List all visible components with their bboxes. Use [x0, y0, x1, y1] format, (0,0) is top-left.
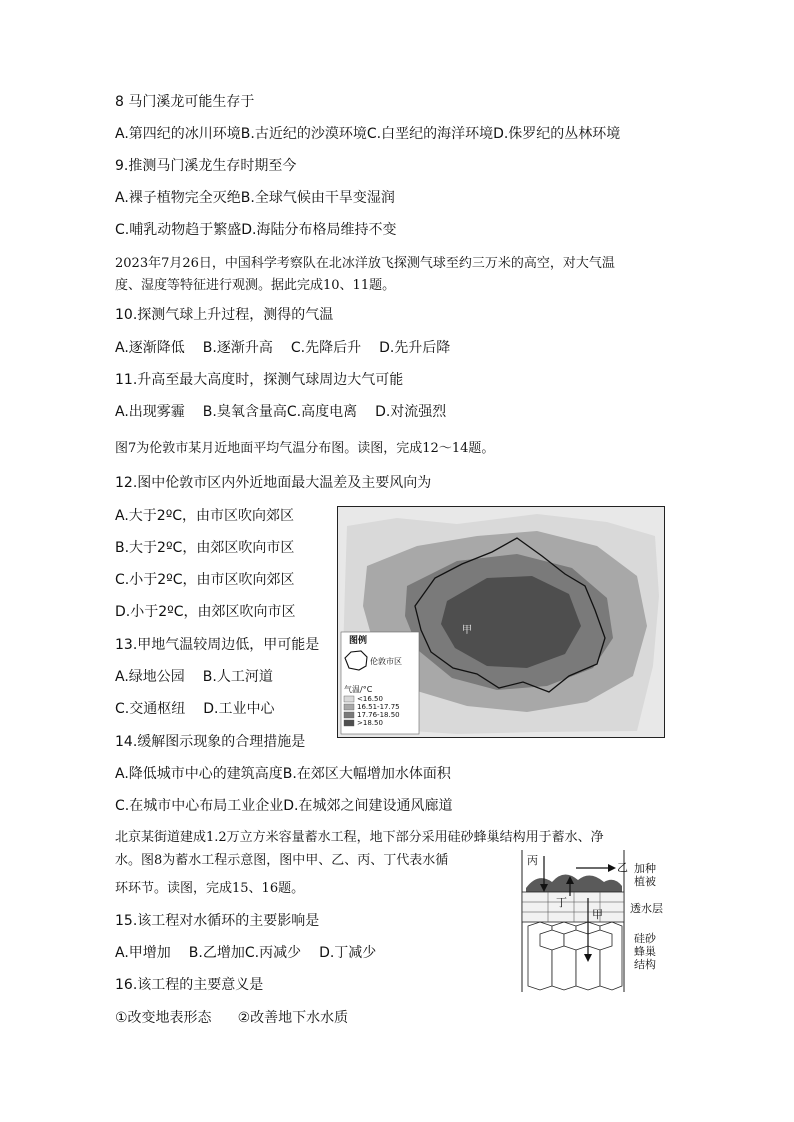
- q8-option-a: A.第四纪的冰川环境: [115, 126, 241, 142]
- q8-stem: 8 马门溪龙可能生存于: [115, 94, 255, 110]
- q11-option-a: A.出现雾霾: [115, 404, 185, 420]
- q15-option-d: D.丁减少: [319, 945, 377, 961]
- q14-option-c: C.在城市中心布局工业企业: [115, 798, 284, 814]
- honeycomb-structure: [528, 922, 622, 990]
- map-legend-class-1: <16.50: [357, 695, 383, 703]
- q10-option-d: D.先升后降: [379, 340, 451, 356]
- london-temperature-map: [337, 506, 665, 738]
- q13-options-row2: [115, 699, 292, 719]
- q15-options: [115, 943, 394, 963]
- q14-option-b: B.在郊区大幅增加水体面积: [282, 766, 451, 782]
- q10-option-b: B.逐渐升高: [202, 340, 273, 356]
- passage-1-line-1: 2023年7月26日，中国科学考察队在北冰洋放飞探测气球至约三万米的高空，对大气温: [115, 256, 615, 271]
- label-jia: 甲: [592, 908, 603, 921]
- q8-option-b: B.古近纪的沙漠环境: [240, 126, 367, 142]
- q10-stem: 10.探测气球上升过程，测得的气温: [115, 307, 334, 323]
- map-marker-jia: 甲: [462, 625, 472, 636]
- q15-option-c: C.丙减少: [244, 945, 302, 961]
- q8-option-d: D.侏罗纪的丛林环境: [493, 126, 621, 142]
- label-permeable-layer: 透水层: [630, 902, 663, 915]
- map-legend-district-label: 伦敦市区: [370, 657, 402, 666]
- q14-options-row1: [115, 764, 451, 784]
- q14-stem: 14.缓解图示现象的合理措施是: [115, 734, 306, 750]
- passage-2-line-1: 图7为伦敦市某月近地面平均气温分布图。读图，完成12～14题。: [115, 441, 495, 456]
- q10-option-a: A.逐渐降低: [115, 340, 185, 356]
- q14-option-d: D.在城郊之间建设通风廊道: [283, 798, 453, 814]
- q13-stem: 13.甲地气温较周边低，甲可能是: [115, 637, 320, 653]
- label-bing: 丙: [527, 854, 538, 867]
- q15-option-b: B.乙增加: [188, 945, 245, 961]
- legend-swatch-lowest: [344, 696, 354, 702]
- passage-3-line-2: 水。图8为蓄水工程示意图，图中甲、乙、丙、丁代表水循: [115, 853, 449, 868]
- q11-option-c: C.高度电离: [286, 404, 358, 420]
- label-vegetation: 加种 植被: [634, 862, 656, 888]
- q13-option-d: D.工业中心: [203, 701, 275, 717]
- q11-option-b: B.臭氧含量高: [202, 404, 287, 420]
- passage-3-line-1: 北京某街道建成1.2万立方米容量蓄水工程，地下部分采用硅砂蜂巢结构用于蓄水、净: [115, 830, 604, 845]
- permeable-layer: [522, 892, 624, 922]
- legend-swatch-low: [344, 704, 354, 710]
- q16-option-2: ②改善地下水水质: [237, 1010, 349, 1026]
- q10-option-c: C.先降后升: [290, 340, 362, 356]
- q9-option-b: B.全球气候由干旱变湿润: [240, 190, 395, 206]
- q11-options: [115, 402, 464, 422]
- q11-option-d: D.对流强烈: [375, 404, 447, 420]
- q9-options-row2: [115, 220, 396, 240]
- q9-option-d: D.海陆分布格局维持不变: [241, 222, 397, 238]
- q8-option-c: C.白垩纪的海洋环境: [366, 126, 494, 142]
- map-legend-class-4: >18.50: [357, 719, 383, 727]
- q9-option-c: C.哺乳动物趋于繁盛: [115, 222, 242, 238]
- q13-option-a: A.绿地公园: [115, 669, 185, 685]
- q12-option-b: B.大于2ºC，由郊区吹向市区: [115, 540, 295, 556]
- q16-options: [115, 1008, 366, 1028]
- legend-swatch-mid: [344, 712, 354, 718]
- q12-option-d: D.小于2ºC，由郊区吹向市区: [115, 604, 296, 620]
- q8-options: [115, 124, 620, 144]
- q12-option-c: C.小于2ºC，由市区吹向郊区: [115, 572, 295, 588]
- map-legend-temp-title: 气温/°C: [344, 685, 373, 694]
- map-legend-title: 图例: [349, 636, 368, 646]
- label-ding: 丁: [556, 896, 567, 909]
- q16-option-1: ①改变地表形态: [115, 1010, 212, 1026]
- q13-option-b: B.人工河道: [202, 669, 273, 685]
- q14-option-a: A.降低城市中心的建筑高度: [115, 766, 283, 782]
- q11-stem: 11.升高至最大高度时，探测气球周边大气可能: [115, 372, 404, 388]
- q12-stem: 12.图中伦敦市区内外近地面最大温差及主要风向为: [115, 475, 432, 491]
- passage-1-line-2: 度、湿度等特征进行观测。据此完成10、11题。: [115, 278, 396, 293]
- q9-option-a: A.裸子植物完全灭绝: [115, 190, 241, 206]
- passage-3-line-3: 环环节。读图，完成15、16题。: [115, 881, 305, 896]
- label-honeycomb: 硅砂 蜂巢 结构: [634, 932, 656, 971]
- q12-option-a: A.大于2ºC，由市区吹向郊区: [115, 508, 295, 524]
- label-yi: 乙: [617, 861, 628, 874]
- q16-stem: 16.该工程的主要意义是: [115, 977, 264, 993]
- q9-options-row1: [115, 188, 395, 208]
- water-storage-diagram: [518, 850, 664, 992]
- q15-option-a: A.甲增加: [115, 945, 171, 961]
- q9-stem: 9.推测马门溪龙生存时期至今: [115, 158, 297, 174]
- q14-options-row2: [115, 796, 452, 816]
- q10-options: [115, 338, 468, 358]
- q13-option-c: C.交通枢纽: [115, 701, 186, 717]
- map-legend-class-2: 16.51-17.75: [357, 703, 400, 711]
- q15-stem: 15.该工程对水循环的主要影响是: [115, 913, 320, 929]
- q13-options-row1: [115, 667, 291, 687]
- legend-swatch-high: [344, 720, 354, 726]
- vegetation-layer: [526, 874, 622, 892]
- map-legend-class-3: 17.76-18.50: [357, 711, 400, 719]
